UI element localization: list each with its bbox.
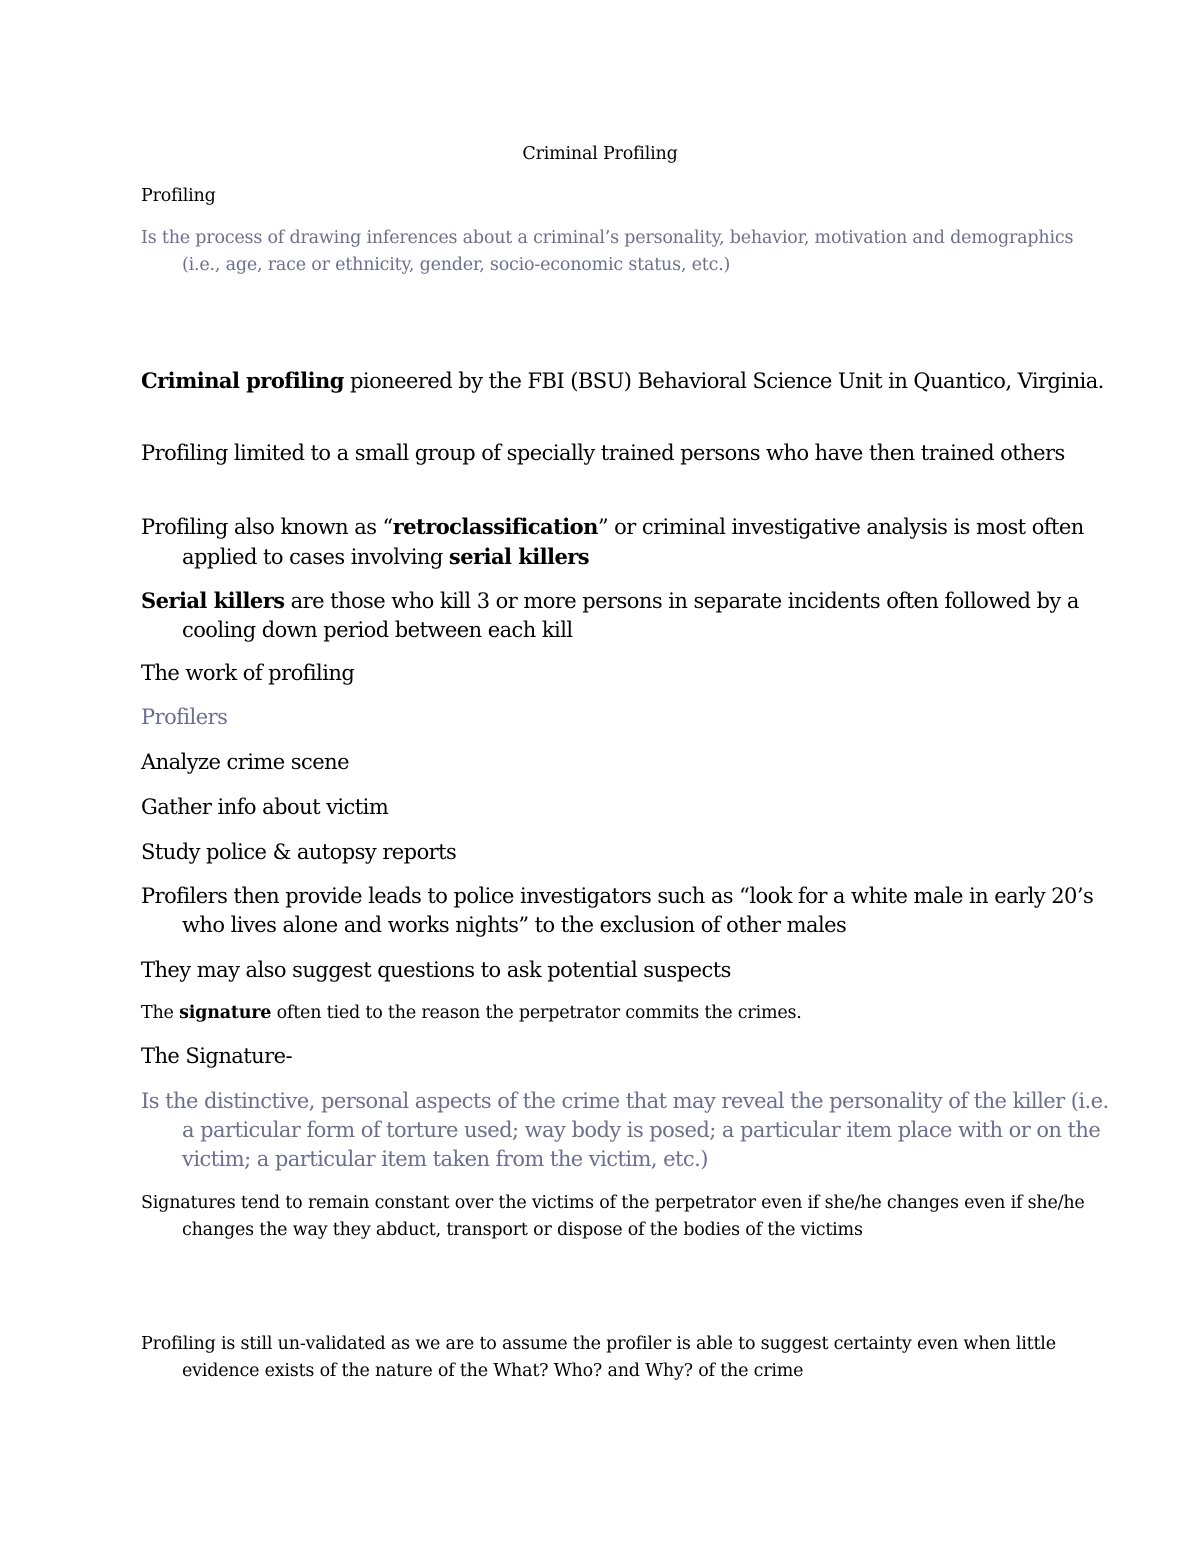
paragraph-signature-reason (141, 1000, 1112, 1027)
paragraph-profilers: Profilers (141, 705, 228, 729)
paragraph-work-of-profiling: The work of profiling (141, 661, 355, 685)
paragraph-unvalidated: Profiling is still un-validated as we are to assume the profiler is able to suggest certainty even when little evidence exists of the nature of the What? Who? and Why? of the crime (141, 1334, 1056, 1381)
bold-serial-killers-def: Serial killers (141, 588, 285, 613)
paragraph-gather-info: Gather info about victim (141, 795, 389, 819)
paragraph-criminal-profiling (141, 366, 1112, 396)
paragraph-serial-killers (141, 586, 1112, 645)
paragraph-limited: Profiling limited to a small group of specially trained persons who have then trained others (141, 441, 1065, 465)
bold-retroclassification: retroclassification (392, 514, 598, 539)
paragraph-signature-definition: Is the distinctive, personal aspects of the crime that may reveal the personality of the killer (i.e. a particular form of torture used; way body is posed; a particular item place with or on the victim; a particular item taken from the victim, etc.) (141, 1089, 1109, 1171)
paragraph-the-signature: The Signature- (141, 1044, 293, 1068)
paragraph-suggest-questions: They may also suggest questions to ask potential suspects (141, 958, 731, 982)
bold-criminal-profiling: Criminal profiling (141, 368, 344, 393)
text-fbi-bsu: pioneered by the FBI (BSU) Behavioral Science Unit in Quantico, Virginia. (343, 369, 1104, 393)
text-serial-def: are those who kill 3 or more persons in separate incidents often followed by a cooling down period between each kill (182, 589, 1079, 642)
text-the: The (141, 1003, 180, 1023)
document-title: Criminal Profiling (522, 144, 678, 164)
paragraph-retroclassification (141, 512, 1112, 572)
profiling-definition: Is the process of drawing inferences about a criminal’s personality, behavior, motivation and demographics (i.e., age, race or ethnicity, gender, socio-economic status, etc.) (141, 228, 1074, 275)
text-signature-reason: often tied to the reason the perpetrator commits the crimes. (271, 1003, 802, 1023)
heading-profiling: Profiling (141, 186, 216, 206)
text-investigative-analysis: ” or criminal investigative analysis is most often applied to cases involving (182, 515, 1084, 569)
paragraph-provide-leads: Profilers then provide leads to police investigators such as “look for a white male in early 20’s who lives alone and works nights” to the exclusion of other males (141, 884, 1094, 937)
paragraph-study-reports: Study police & autopsy reports (141, 840, 457, 864)
bold-signature: signature (179, 1003, 272, 1023)
bold-serial-killers: serial killers (448, 544, 590, 569)
text-known-as: Profiling also known as “ (141, 515, 393, 539)
paragraph-signatures-constant: Signatures tend to remain constant over the victims of the perpetrator even if she/he changes even if she/he changes the way they abduct, transport or dispose of the bodies of the victims (141, 1193, 1085, 1240)
paragraph-analyze-crime-scene: Analyze crime scene (141, 750, 349, 774)
